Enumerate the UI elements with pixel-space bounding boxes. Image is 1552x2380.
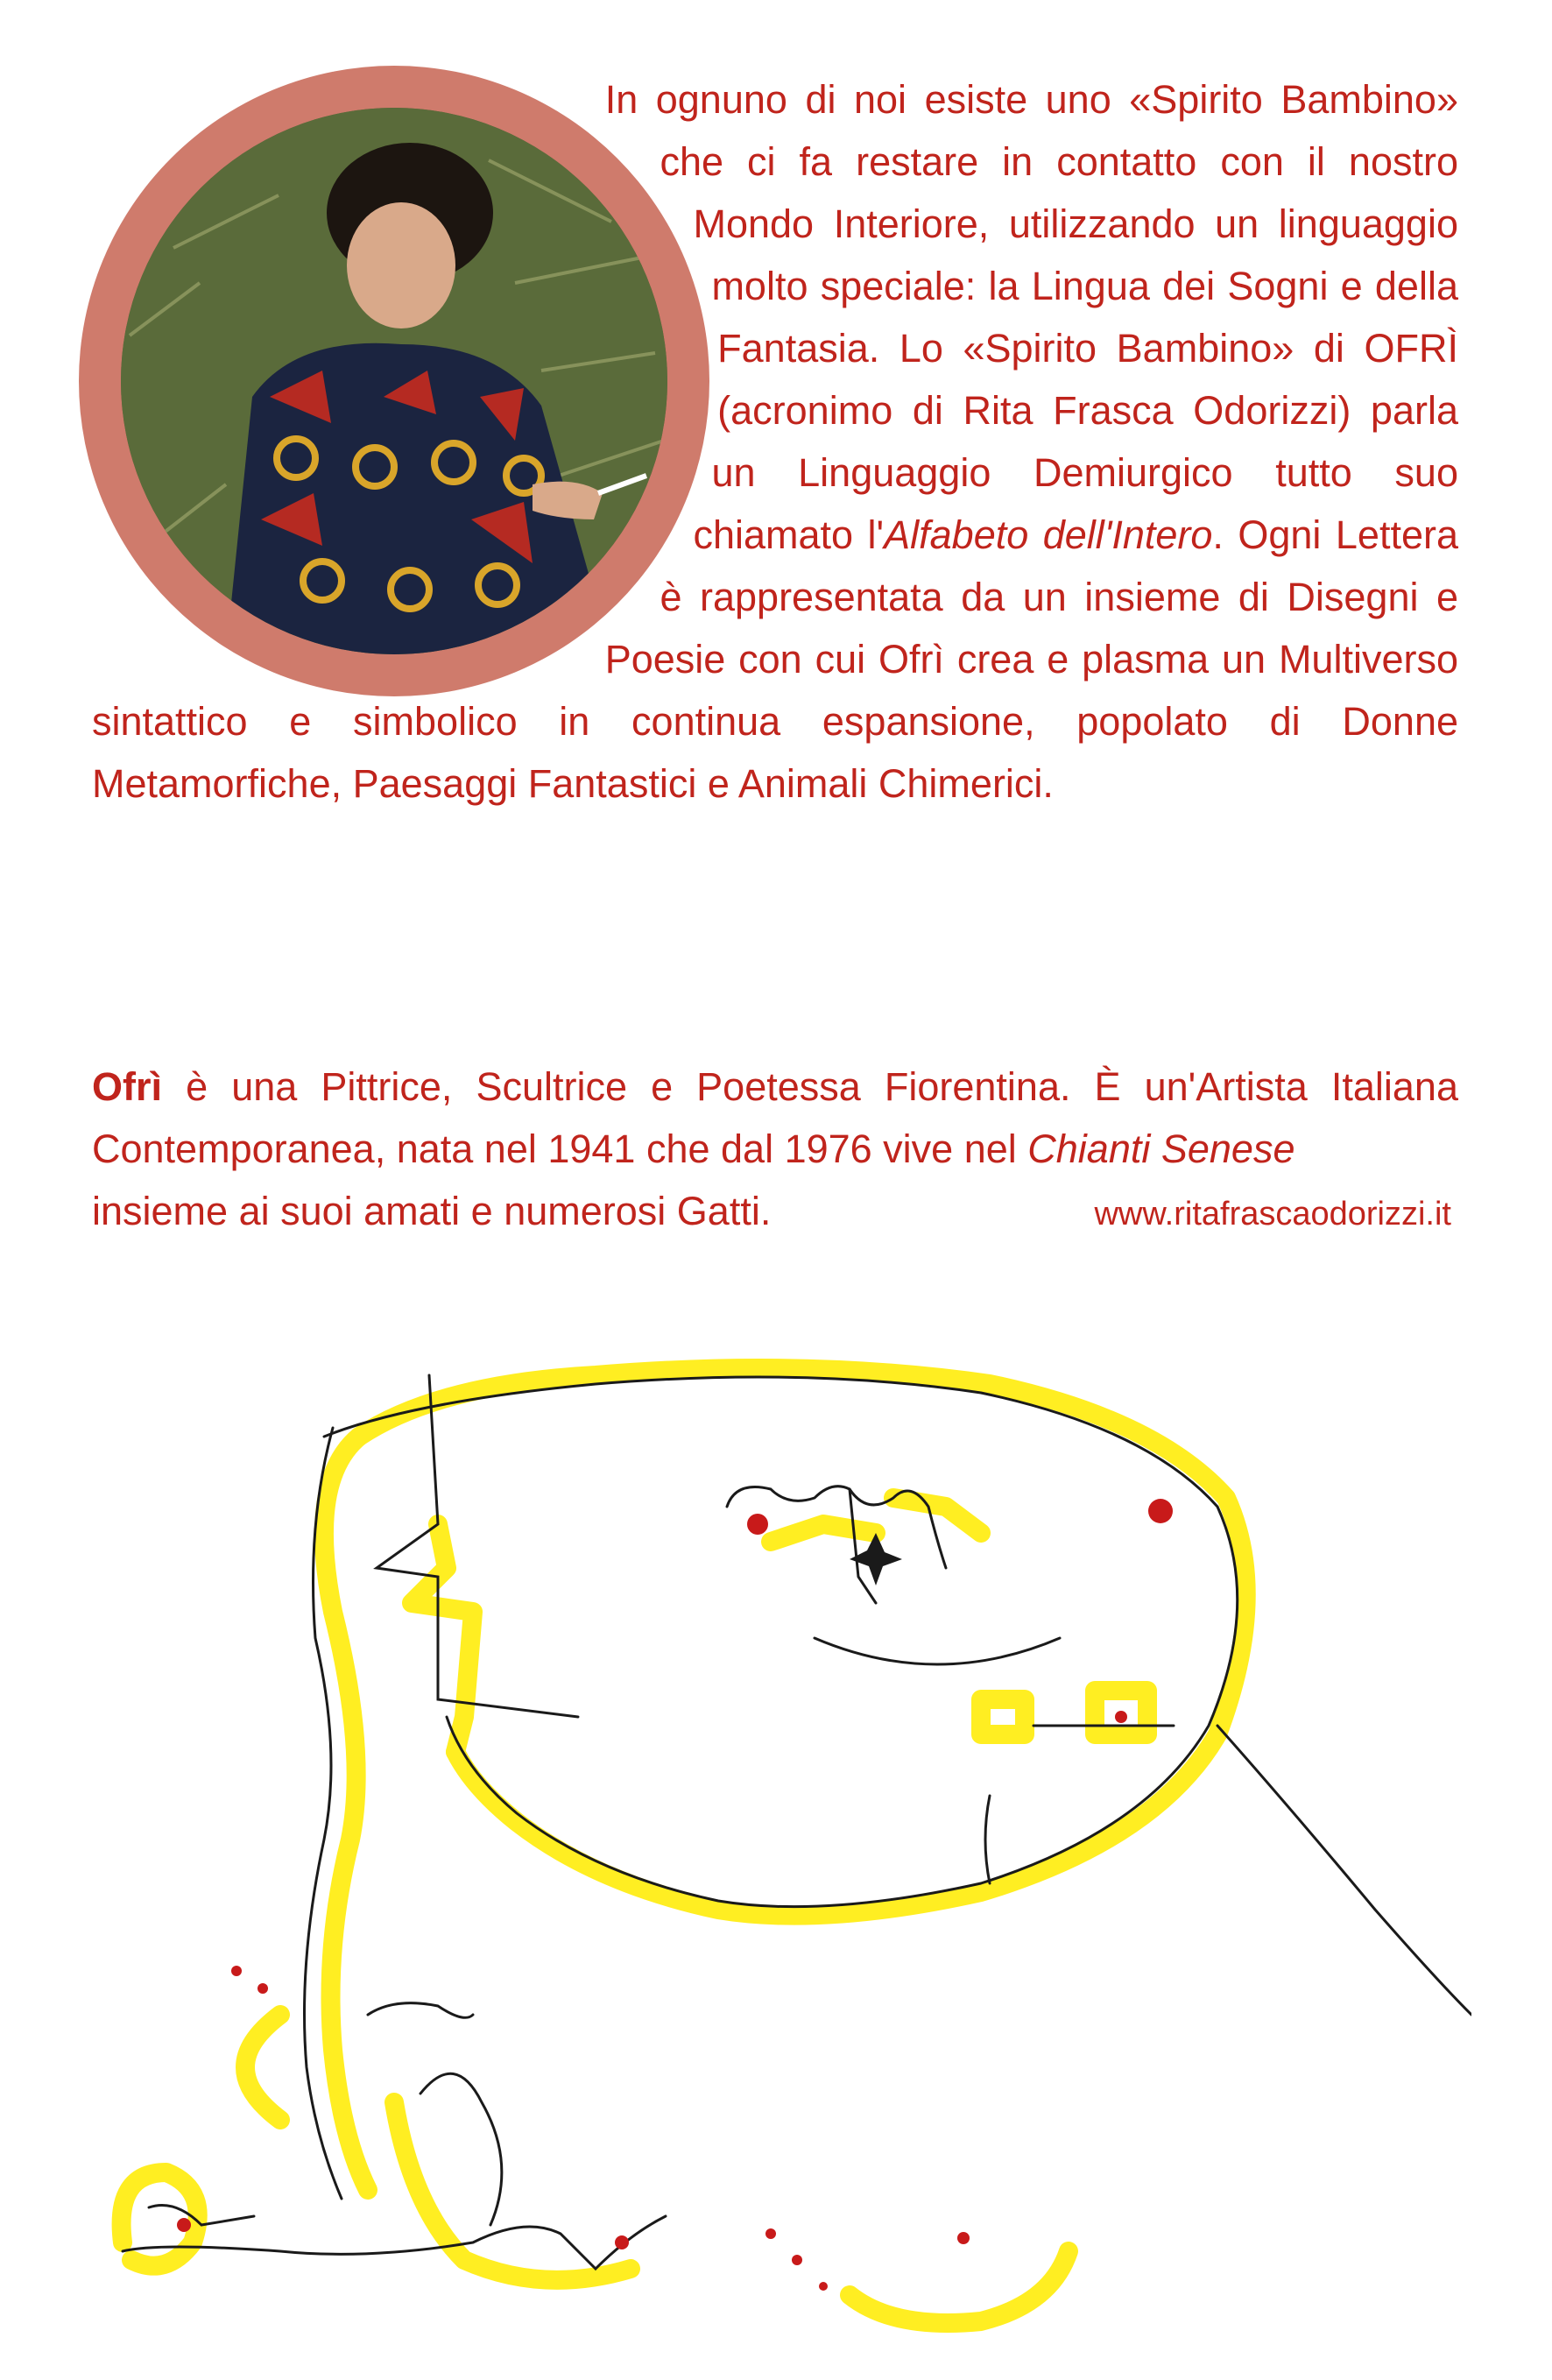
bio-paragraph (92, 1056, 1458, 1246)
bio-text-italic: Chianti Senese (1027, 1126, 1295, 1171)
bio-last-line (92, 1180, 1458, 1246)
ink-drawing (105, 1349, 1471, 2348)
website-link[interactable]: www.ritafrascaodorizzi.it (1094, 1196, 1451, 1232)
intro-text-2: . Ogni Lettera è rappresentata da un insieme di Disegni e Poesie con cui Ofrì crea e plasma un Multiverso sintattico e simbolico in continua espansione, popolato di Donne Metamorfiche, Paesaggi Fantastici e Animali Chimerici. (92, 512, 1458, 806)
bio-main (92, 1056, 1458, 1180)
bio-text-2: insieme ai suoi amati e numerosi Gatti. (92, 1189, 772, 1233)
intro-text-italic: Alfabeto dell'Intero (884, 512, 1213, 557)
bio-text-1: è una Pittrice, Scultrice e Poetessa Fiorentina. È un'Artista Italiana Contemporanea, nata nel 1941 che dal 1976 vive nel (92, 1064, 1458, 1171)
intro-text-1: In ognuno di noi esiste uno «Spirito Bambino» che ci fa restare in contatto con il nostro Mondo Interiore, utilizzando un linguaggio molto speciale: la Lingua dei Sogni e della Fantasia. Lo «Spirito Bambino» di OFRÌ (acronimo di Rita Frasca Odorizzi) parla un Linguaggio Demiurgico tutto suo chiamato l' (604, 77, 1458, 557)
artist-name: Ofrì (92, 1064, 163, 1109)
intro-paragraph (92, 68, 1458, 815)
